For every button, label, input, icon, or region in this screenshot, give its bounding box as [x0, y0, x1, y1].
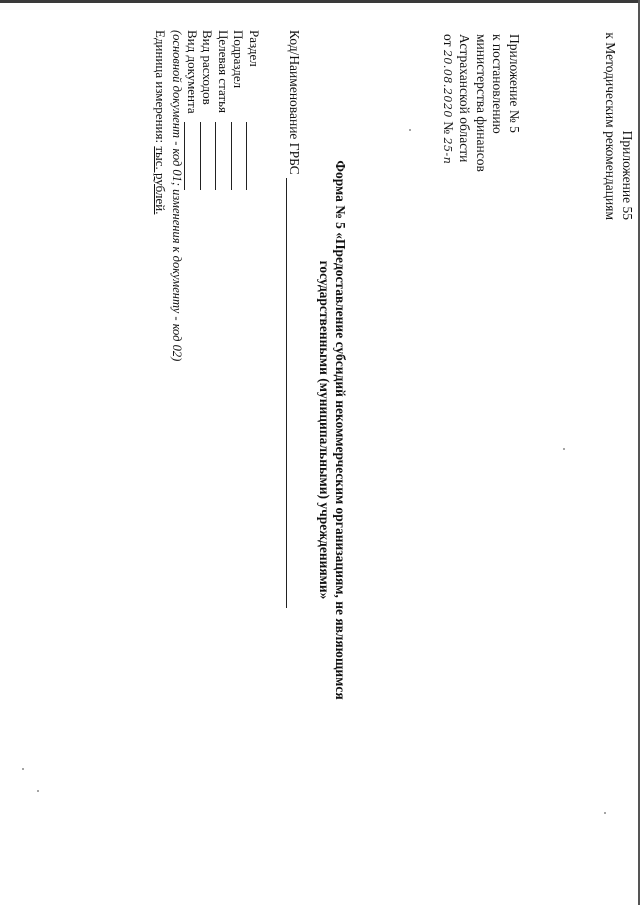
unit-value: тыс. рублей.: [153, 146, 169, 215]
budget-codes-block: [153, 30, 262, 361]
code-label: Целевая статья: [215, 30, 231, 114]
code-row-section: [246, 30, 262, 361]
scan-speck: [22, 768, 24, 770]
appendix-5-line1: Приложение № 5: [507, 34, 522, 133]
scan-speck: [37, 790, 39, 792]
appendix-5-header: [439, 34, 523, 172]
appendix-5-line2: к постановлению: [490, 34, 506, 134]
code-row-document-type: [184, 30, 200, 361]
appendix-55-header: [602, 0, 635, 220]
unit-prefix: Единица измерения:: [153, 30, 169, 144]
form-title-line2: государственными (муниципальными) учреждениями»: [317, 260, 332, 600]
code-blank-line: [184, 122, 197, 190]
handwritten-number: 25-п: [441, 137, 454, 165]
grbs-field: [286, 30, 302, 608]
appendix-55-line1: Приложение 55: [620, 130, 635, 220]
code-label: Раздел: [247, 30, 262, 67]
code-row-expense-type: [200, 30, 216, 361]
code-label: Подраздел: [231, 30, 247, 89]
appendix-5-line4: Астраханской области: [457, 34, 473, 163]
document-type-note: (основной документ - код 01; изменения к документу - код 02): [170, 30, 185, 362]
appendix-5-line3: министерства финансов: [474, 34, 489, 172]
scan-speck: [409, 129, 411, 131]
code-blank-line: [246, 122, 259, 190]
form-title-line1: Форма № 5 «Предоставление субсидий некоммерческим организациям, не являющимся: [333, 160, 348, 700]
date-prefix: от: [441, 34, 456, 47]
code-blank-line: [231, 122, 244, 190]
scan-speck: [604, 812, 606, 814]
number-prefix: №: [441, 121, 456, 135]
unit-of-measure: [153, 30, 169, 361]
appendix-5-date-line: [439, 34, 457, 172]
code-label: Вид расходов: [200, 30, 216, 105]
handwritten-date: 20.08.2020: [441, 49, 454, 118]
code-blank-line: [215, 122, 228, 190]
code-row-target-article: [215, 30, 231, 361]
grbs-label: Код/Наименование ГРБС: [287, 30, 302, 175]
appendix-55-line2: к Методическим рекомендациям: [603, 32, 619, 220]
form-title: [316, 120, 348, 740]
code-label: Вид документа: [184, 30, 200, 114]
code-row-subsection: [231, 30, 247, 361]
scan-speck: [563, 448, 565, 450]
grbs-blank-line: [286, 178, 301, 608]
code-blank-line: [200, 122, 213, 190]
